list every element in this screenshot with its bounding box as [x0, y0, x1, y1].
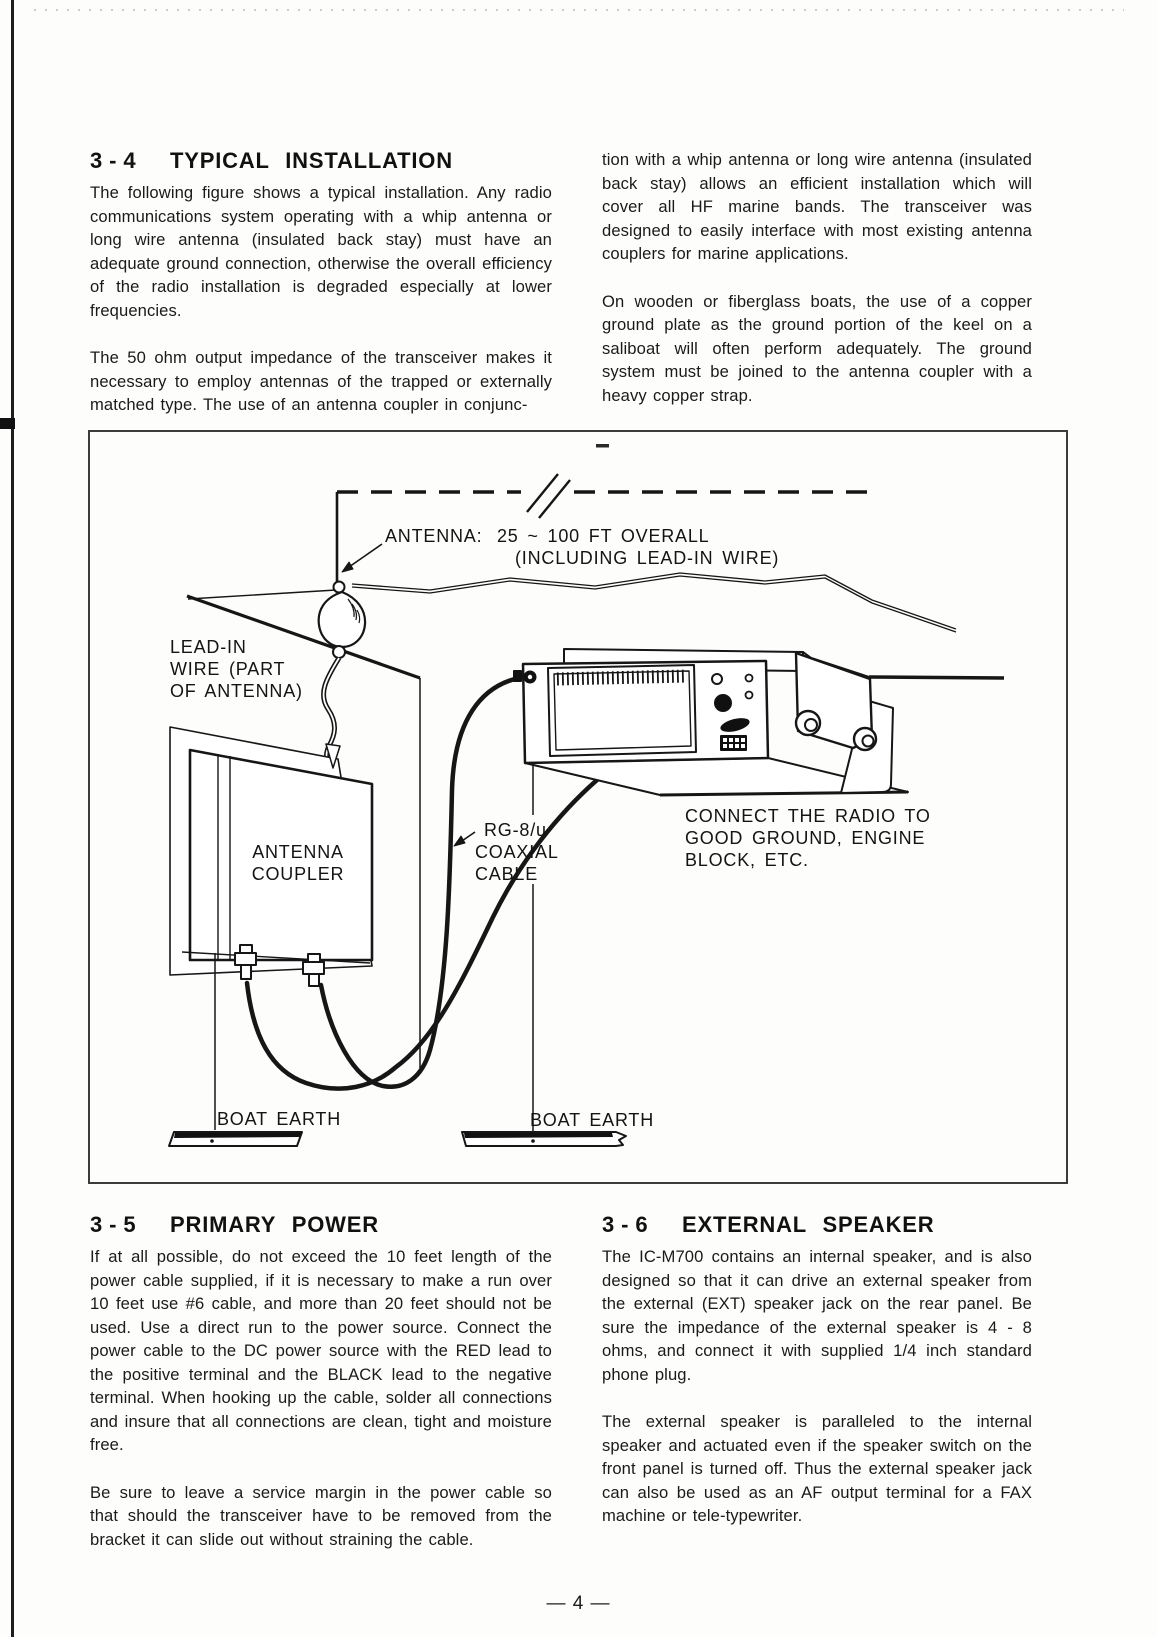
- label-antenna-coupler: ANTENNA: [252, 842, 344, 862]
- column-right: [602, 148, 1032, 441]
- label-ground: BLOCK, ETC.: [685, 850, 809, 870]
- label-coax: COAXIAL: [475, 842, 559, 862]
- section-title: TYPICAL INSTALLATION: [170, 148, 453, 173]
- label-lead-in-wire: WIRE (PART: [170, 659, 286, 679]
- label-boat-earth-left: BOAT EARTH: [217, 1109, 342, 1129]
- label-ground: GOOD GROUND, ENGINE: [685, 828, 926, 848]
- section-title: PRIMARY POWER: [170, 1212, 379, 1237]
- label-antenna-spec2: (INCLUDING LEAD-IN WIRE): [515, 548, 780, 568]
- page-number: — 4 —: [546, 1593, 611, 1614]
- line-break-icon: [527, 474, 570, 518]
- label-antenna-spec: 25 ~ 100 FT OVERALL: [497, 526, 710, 546]
- section-3-6: [602, 1212, 1032, 1575]
- paragraph: Be sure to leave a service margin in the power cable so that should the transceiver have to be removed from the bracket it can slide out without straining the cable.: [90, 1482, 552, 1549]
- bottom-sections: [90, 1212, 1032, 1575]
- label-antenna-coupler: COUPLER: [251, 864, 345, 884]
- section-3-4: [90, 148, 1032, 441]
- section-heading: [90, 1212, 552, 1238]
- section-heading: [602, 1212, 1032, 1238]
- radio-knob: [715, 695, 732, 712]
- label-coax: RG-8/u: [484, 820, 547, 840]
- section-heading: [90, 148, 552, 174]
- section-3-5: [90, 1212, 552, 1575]
- coax-label-arrow: [454, 832, 475, 846]
- antenna-insulator: [319, 582, 365, 659]
- scan-margin-line: [11, 0, 14, 1637]
- ground-plate-left: [169, 1132, 302, 1146]
- paragraph: The external speaker is paralleled to the internal speaker and actuated even if the speaker switch on the front panel is turned off. Thus the external speaker jack can also be used as an AF output terminal for a FAX machine or tele-typewriter.: [602, 1412, 1032, 1525]
- scan-speck: [596, 444, 609, 448]
- label-lead-in-wire: LEAD-IN: [170, 637, 247, 657]
- ground-plate-right: [462, 1132, 626, 1146]
- terminal-block: [720, 735, 747, 751]
- section-number: 3 - 5: [90, 1212, 137, 1237]
- radio-mounting-bracket: [796, 653, 876, 750]
- paragraph: The IC-M700 contains an internal speaker, and is also designed so that it can drive an external speaker from the external (EXT) speaker jack on the rear panel. Be sure the impedance of the external speaker is 4 - 8 ohms, and connect it with supplied 1/4 inch standard phone plug.: [602, 1247, 1032, 1384]
- paragraph: tion with a whip antenna or long wire antenna (insulated back stay) allows an efficient installation which will cover all HF marine bands. The transceiver was designed to easily interface with most existing antenna couplers for marine applications.: [602, 150, 1032, 263]
- label-boat-earth-right: BOAT EARTH: [530, 1110, 655, 1130]
- radio-transceiver: [513, 649, 908, 795]
- paragraph: If at all possible, do not exceed the 10 feet length of the power cable supplied, if it is necessary to make a run over 10 feet use #6 cable, and more than 20 feet should not be used. Use a direct run to the power source. Connect the power cable to the DC power source with the RED lead to the positive terminal and the BLACK lead to the negative terminal. When hooking up the cable, solder all connections and insure that all connections are clean, tight and moisture free.: [90, 1247, 552, 1454]
- paragraph: The 50 ohm output impedance of the transceiver makes it necessary to employ antennas of the trapped or externally matched type. The use of an antenna coupler in conjunc-: [90, 348, 552, 414]
- installation-figure: [88, 430, 1068, 1184]
- installation-diagram: [90, 432, 1066, 1182]
- label-lead-in-wire: OF ANTENNA): [170, 681, 303, 701]
- scan-margin-tick: [0, 418, 15, 429]
- section-number: 3 - 6: [602, 1212, 649, 1237]
- antenna-label-arrow: [342, 544, 382, 572]
- ground-line-right: [527, 738, 539, 1131]
- scan-noise-dots: [34, 9, 1124, 11]
- paragraph: The following figure shows a typical installation. Any radio communications system operating with a whip antenna or long wire antenna (insulated back stay) must have an adequate ground connection, otherwise the overall efficiency of the radio installation is degraded especially at lower frequencies.: [90, 183, 552, 320]
- paragraph: On wooden or fiberglass boats, the use of a copper ground plate as the ground portion of the keel on a saliboat will often perform adequately. The ground system must be joined to the antenna coupler with a heavy copper strap.: [602, 291, 1032, 405]
- column-left: [90, 148, 552, 441]
- label-antenna: ANTENNA:: [385, 526, 483, 546]
- section-title: EXTERNAL SPEAKER: [682, 1212, 935, 1237]
- label-coax: CABLE: [475, 864, 539, 884]
- label-ground: CONNECT THE RADIO TO: [685, 806, 931, 826]
- section-number: 3 - 4: [90, 148, 137, 173]
